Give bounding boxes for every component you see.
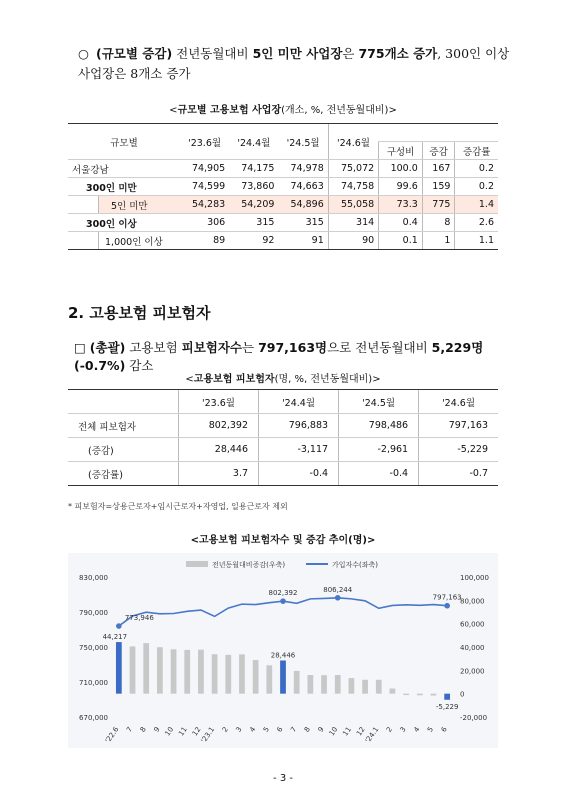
bar (335, 675, 341, 694)
table-row (68, 160, 498, 178)
para2-text4: 감소 (125, 358, 154, 373)
line-point (116, 623, 122, 629)
bar (349, 678, 355, 694)
cell: 74,663 (278, 178, 328, 196)
bar (417, 694, 423, 696)
table-row (68, 232, 498, 250)
cell: 73,860 (229, 178, 278, 196)
x-tick-label: 12 (190, 725, 203, 738)
line-data-label: 802,392 (268, 589, 298, 598)
cell: 74,175 (229, 160, 278, 178)
x-tick-label: 3 (398, 725, 408, 734)
cell: 74,758 (328, 178, 378, 196)
bar-data-label: 44,217 (102, 633, 128, 642)
col-header: '24.6월 (328, 124, 378, 160)
subcol-header: 증감 (422, 142, 455, 160)
bar (280, 660, 286, 693)
insured-trend-chart (68, 553, 498, 748)
cell: -2,961 (339, 438, 419, 462)
x-tick-label: 7 (125, 725, 135, 734)
bar (390, 689, 396, 694)
row-label: 1,000인 이상 (99, 232, 180, 250)
para1-text3: , 300인 이상 사업장은 8개소 증가 (78, 46, 510, 81)
cell: 0.2 (455, 160, 498, 178)
right-tick-label: 80,000 (460, 597, 485, 606)
cell: 775 (422, 196, 455, 214)
cell: 315 (229, 214, 278, 232)
line-point (280, 598, 286, 604)
x-tick-label: 8 (302, 725, 312, 734)
x-tick-label: '24.1 (363, 725, 381, 745)
cell: 75,072 (328, 160, 378, 178)
x-tick-label: '22.6 (103, 725, 121, 745)
x-tick-label: 5 (426, 725, 436, 734)
cell: -3,117 (259, 438, 339, 462)
cell: 8 (422, 214, 455, 232)
right-tick-label: 0 (460, 690, 465, 699)
left-tick-label: 710,000 (79, 679, 108, 687)
x-tick-label: 4 (248, 725, 258, 734)
para1-bold2: 5인 미만 사업장 (252, 46, 343, 61)
line-data-label: 806,244 (323, 585, 353, 594)
x-tick-label: 6 (439, 725, 449, 734)
x-tick-label: 11 (341, 725, 354, 738)
x-tick-label: 3 (234, 725, 244, 734)
table2-caption-bold: 고용보험 피보험자 (193, 374, 275, 385)
bar (431, 694, 437, 696)
para2-text3: 으로 전년동월대비 (327, 340, 432, 355)
bar (362, 680, 368, 694)
header-blank (68, 390, 179, 414)
subcol-header: 증감률 (455, 142, 498, 160)
para2-bold4: 5,229명(-0.7%) (74, 340, 484, 373)
col-header: '24.4월 (229, 124, 278, 160)
bar (444, 694, 450, 700)
right-tick-label: -20,000 (460, 714, 488, 722)
bar-data-label: 28,446 (270, 651, 296, 660)
row-label: 300인 이상 (68, 214, 180, 232)
bar (157, 647, 163, 693)
x-tick-label: 10 (327, 725, 340, 738)
cell: 797,163 (419, 414, 498, 438)
cell: 55,058 (328, 196, 378, 214)
x-tick-label: 5 (261, 725, 271, 734)
left-tick-label: 750,000 (79, 644, 108, 652)
table-row (68, 414, 498, 438)
cell: 2.6 (455, 214, 498, 232)
insured-table (68, 389, 498, 486)
cell: 315 (278, 214, 328, 232)
cell: 1 (422, 232, 455, 250)
line-data-label: 773,946 (124, 614, 154, 623)
para1-bold3: 775개소 증가 (358, 46, 438, 61)
section-title: 2. 고용보험 피보험자 (68, 304, 211, 322)
col-header: '23.6월 (179, 390, 259, 414)
line-point (335, 595, 341, 601)
x-tick-label: 12 (355, 725, 367, 738)
para2-bold3: 797,163명 (258, 340, 328, 355)
bar (253, 660, 259, 694)
table-row-highlight (68, 196, 498, 214)
cell: 0.4 (379, 214, 423, 232)
x-tick-label: 9 (316, 725, 326, 734)
x-tick-label: 10 (163, 725, 176, 738)
legend-line-label: 가입자수(좌축) (332, 561, 379, 569)
bar (376, 680, 382, 694)
col-header: '24.5월 (339, 390, 419, 414)
right-tick-label: 100,000 (460, 574, 489, 582)
table-row (68, 462, 498, 486)
bar (266, 665, 272, 693)
x-tick-label: 2 (220, 725, 230, 734)
bar-data-label: -5,229 (435, 702, 459, 711)
left-tick-label: 670,000 (79, 714, 108, 722)
row-label: 서울강남 (68, 160, 180, 178)
row-label: (증감률) (68, 462, 179, 486)
right-tick-label: 20,000 (460, 667, 485, 676)
cell: 89 (180, 232, 229, 250)
legend-bar-swatch (186, 561, 208, 567)
cell: -0.7 (419, 462, 498, 486)
table-row (68, 438, 498, 462)
col-header: '24.4월 (259, 390, 339, 414)
row-label: 300인 미만 (68, 178, 180, 196)
cell: 74,978 (278, 160, 328, 178)
cell: 54,209 (229, 196, 278, 214)
cell: 798,486 (339, 414, 419, 438)
bar (321, 675, 327, 693)
bar (239, 654, 245, 693)
para2-text2: 는 (242, 340, 259, 355)
cell: 796,883 (259, 414, 339, 438)
legend-bar-label: 전년동월대비증감(우축) (212, 561, 286, 569)
bar (116, 642, 122, 694)
para1-bold1: (규모별 증감) (96, 46, 173, 61)
row-label: 전체 피보험자 (68, 414, 179, 438)
cell: 0.2 (455, 178, 498, 196)
cell: 91 (278, 232, 328, 250)
bar (143, 643, 149, 694)
table1-caption: <규모별 고용보험 사업장(개소, %, 전년동월대비)> (169, 105, 397, 116)
cell: 92 (229, 232, 278, 250)
cell: 100.0 (379, 160, 423, 178)
bar (198, 650, 204, 694)
square-bullet: □ (74, 340, 86, 355)
bar (171, 649, 177, 693)
table-row (68, 214, 498, 232)
col-scale: 규모별 (68, 124, 180, 160)
table2-caption-rest: (명, %, 전년동월대비) (274, 374, 373, 385)
para1-text1: 전년동월대비 (172, 46, 253, 61)
cell: 74,905 (180, 160, 229, 178)
cell: 1.4 (455, 196, 498, 214)
line-point (444, 603, 450, 609)
cell: 54,896 (278, 196, 328, 214)
cell: 73.3 (379, 196, 423, 214)
right-tick-label: 40,000 (460, 644, 485, 652)
summary-paragraph (74, 338, 514, 374)
cell: -0.4 (259, 462, 339, 486)
page-number: - 3 - (273, 773, 293, 784)
cell: 0.1 (379, 232, 423, 250)
left-tick-label: 830,000 (79, 574, 108, 582)
x-tick-label: 4 (412, 725, 422, 734)
x-tick-label: 2 (384, 725, 395, 734)
chart-caption: <고용보험 피보험자수 및 증감 추이(명)> (190, 535, 376, 546)
cell: -0.4 (339, 462, 419, 486)
cell: 306 (180, 214, 229, 232)
indent-cell (68, 232, 99, 250)
bar (212, 654, 218, 693)
cell: 28,446 (179, 438, 259, 462)
bar (403, 694, 409, 695)
x-tick-label: 11 (177, 725, 189, 738)
bar (225, 655, 231, 694)
para2-bold1: (총괄) (89, 340, 126, 355)
cell: 802,392 (179, 414, 259, 438)
col-header: '24.5월 (278, 124, 328, 160)
x-tick-label: 6 (275, 725, 285, 734)
cell: 159 (422, 178, 455, 196)
row-label: 5인 미만 (99, 196, 180, 214)
para2-text1: 고용보험 (125, 340, 182, 355)
col-header: '23.6월 (180, 124, 229, 160)
line-data-label: 797,163 (432, 593, 462, 602)
indent-cell (68, 196, 99, 214)
bar (294, 671, 300, 694)
cell: 54,283 (180, 196, 229, 214)
scale-paragraph (78, 44, 518, 84)
table1-caption-rest: (개소, %, 전년동월대비) (281, 105, 389, 116)
circle-bullet: ○ (78, 46, 89, 61)
row-label: (증감) (68, 438, 179, 462)
table1-caption-bold: 규모별 고용보험 사업장 (177, 105, 282, 116)
bar (307, 675, 313, 694)
cell: 74,599 (180, 178, 229, 196)
bar (130, 646, 136, 693)
footnote: * 피보험자=상용근로자+임시근로자+자영업, 일용근로자 제외 (68, 502, 288, 511)
x-tick-label: '23.1 (199, 725, 217, 745)
cell: 99.6 (379, 178, 423, 196)
col-header: '24.6월 (419, 390, 498, 414)
cell: 314 (328, 214, 378, 232)
cell: 1.1 (455, 232, 498, 250)
header-spacer (379, 124, 498, 142)
x-tick-label: 9 (152, 725, 162, 734)
left-tick-label: 790,000 (79, 609, 108, 617)
table-row (68, 178, 498, 196)
subcol-header: 구성비 (379, 142, 423, 160)
cell: -5,229 (419, 438, 498, 462)
para2-bold2: 피보험자수 (181, 340, 243, 355)
x-tick-label: 8 (138, 725, 148, 734)
x-tick-label: 7 (289, 725, 299, 734)
table2-caption: <고용보험 피보험자(명, %, 전년동월대비)> (185, 374, 381, 385)
workplace-table (68, 123, 498, 250)
bar (184, 650, 190, 694)
cell: 3.7 (179, 462, 259, 486)
right-tick-label: 60,000 (460, 620, 485, 629)
para1-text2: 은 (342, 46, 359, 61)
cell: 167 (422, 160, 455, 178)
cell: 90 (328, 232, 378, 250)
